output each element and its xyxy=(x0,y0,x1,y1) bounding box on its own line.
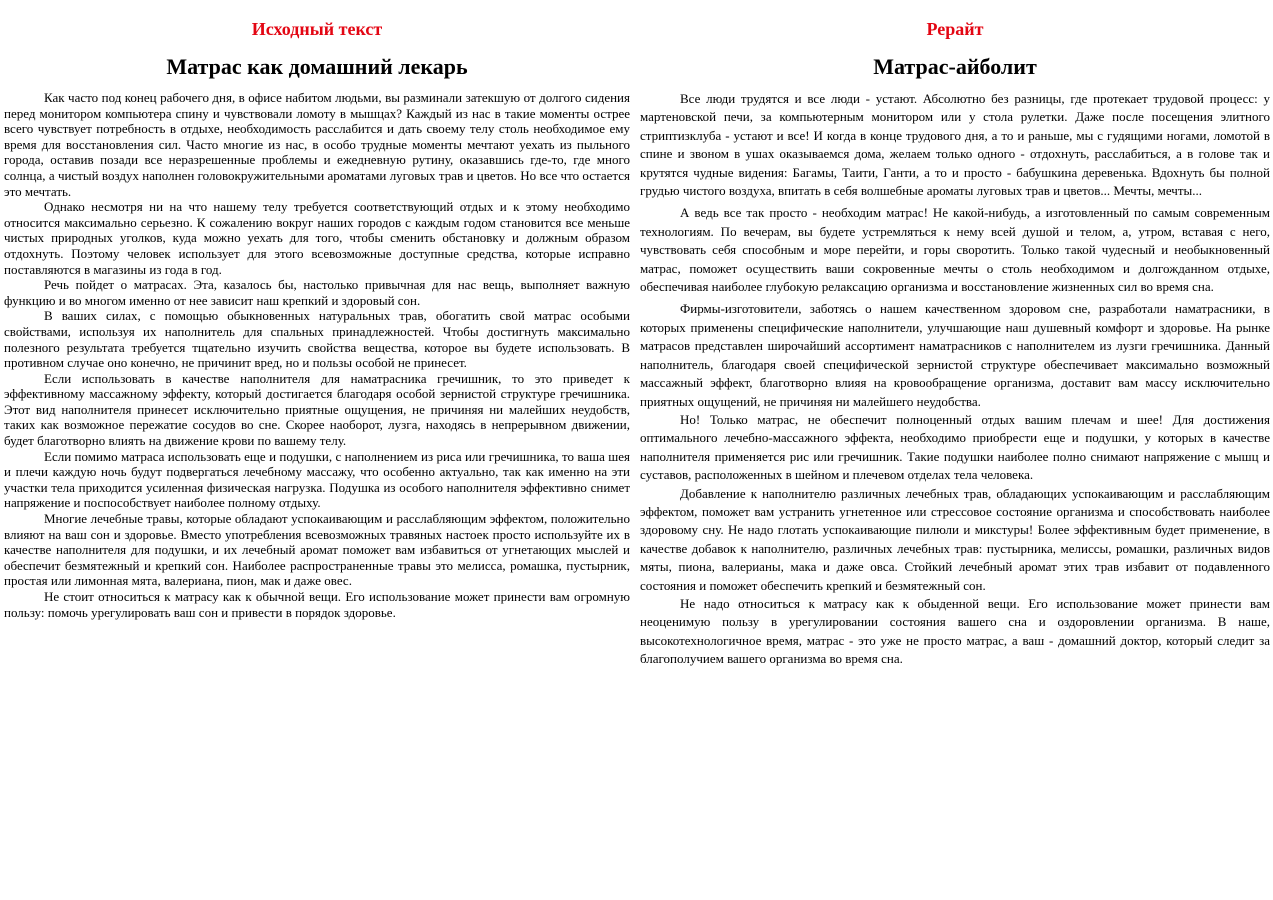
rewrite-paragraph: А ведь все так просто - необходим матрас! Не какой-нибудь, а изготовленный по самым современным технологиям. По вечерам, вы будете устремляться к нему всей душой и телом, а, утром, вставая с него, чувствовать себя способным и море перейти, и горы своротить. Только такой чудесный и необыкновенный матрас, поможет осуществить ваши сокровенные мечты о столь необходимом и долгожданном отдыхе, обеспечивая наиболее глубокую релаксацию организма и восстановление жизненных сил во время сна. xyxy=(640,205,1270,295)
original-paragraph: Речь пойдет о матрасах. Эта, казалось бы, настолько привычная для нас вещь, выполняет важную функцию и во многом именно от нее зависит наш крепкий и здоровый сон. xyxy=(4,277,630,308)
original-paragraph: Однако несмотря ни на что нашему телу требуется соответствующий отдых и к этому необходимо относится максимально серьезно. К сожалению вокруг наших городов с каждым годом становится все меньше чистых природных уголков, куда можно уехать для того, чтобы сменить обстановку и должным образом отдохнуть. Поэтому человек использует для этого всевозможные доступные средства, которые исправно поставляются в магазины из года в год. xyxy=(4,199,630,277)
original-paragraph: Не стоит относиться к матрасу как к обычной вещи. Его использование может принести вам огромную пользу: помочь урегулировать ваш сон и привести в порядок здоровье. xyxy=(4,589,630,620)
rewrite-label: Рерайт xyxy=(926,19,984,39)
original-body xyxy=(4,90,630,620)
rewrite-paragraph: Фирмы-изготовители, заботясь о нашем качественном здоровом сне, разработали наматрасники, в которых применены специфические наполнители, улучшающие наш душевный комфорт и здоровье. На рынке матрасов представлен широчайший ассортимент наматрасников с наполнителем из лузги гречишника. Данный наполнитель, благодаря своей специфической зернистой структуре обеспечивает максимально возможный массажный эффект, благотворно влияя на кровообращение организма, доставит вам массу исключительно приятных ощущений, не причиняя ни малейшего неудобства. xyxy=(640,301,1270,409)
original-text-column xyxy=(4,0,630,620)
rewrite-paragraph: Но! Только матрас, не обеспечит полноценный отдых вашим плечам и шее! Для достижения оптимального лечебно-массажного эффекта, необходимо приобрести еще и подушки, у которых в качестве наполнителя применяется рис или гречишник. Такие подушки наиболее полно снимают напряжение с мышц и суставов, расположенных в шейном и плечевом отделах тела человека. xyxy=(640,411,1270,483)
original-paragraph: Если использовать в качестве наполнителя для наматрасника гречишник, то это приведет к эффективному массажному эффекту, который достигается благодаря особой зернистой структуре гречишника. Этот вид наполнителя принесет исключительно приятные ощущения, не причиняя ни малейших неудобств, таких как возможное пережатие сосудов во сне. Скорее наоборот, лузга, находясь в непрерывном движении, будет благотворно влиять на движение крови по вашему телу. xyxy=(4,370,630,449)
original-label: Исходный текст xyxy=(251,19,383,39)
original-paragraph: Как часто под конец рабочего дня, в офисе набитом людьми, вы разминали затекшую от долгого сидения перед монитором компьютера спину и чувствовали ломоту в мышцах? Каждый из нас в такие моменты острее всего чувствует потребность в отдыхе, необходимость расслабится и дать своему телу столь необходимое ему время для восстановления сил. Часто многие из нас, в особо трудные моменты мечтают уехать из пыльного города, оставив позади все неразрешенные проблемы и ежедневную рутину, оказавшись где-то, где много солнца, а чистый воздух наполнен головокружительными ароматами луговых трав и цветов. Но все что остается это мечтать. xyxy=(4,90,630,199)
rewrite-paragraph: Все люди трудятся и все люди - устают. Абсолютно без разницы, где протекает трудовой процесс: у мартеновской печи, за компьютерным монитором или у стола рулетки. Даже после посещения элитного стриптизклуба - устают и все! И когда в конце трудового дня, а то и раньше, мы с гудящими ногами, ломотой в спине и звоном в ушах оказываемся дома, желаем только одного - отдохнуть, расслабиться, а в голове так и крутятся чудные видения: Багамы, Таити, Ганти, а то и просто - бабушкина деревенька. Вдохнуть бы полной грудью чистого воздуха, впитать в себя волшебные ароматы луговых трав и цветов... Мечты, мечты... xyxy=(640,91,1270,199)
rewrite-text-column xyxy=(640,0,1270,669)
rewrite-paragraph: Не надо относиться к матрасу как к обыденной вещи. Его использование может принести вам неоценимую пользу в урегулировании состояния вашего сна и оздоровлении организма. В наше, высокотехнологичное время, матрас - это уже не просто матрас, а ваш - домашний доктор, который следит за благополучием вашего организма во время сна. xyxy=(640,595,1270,667)
rewrite-title: Матрас-айболит xyxy=(873,54,1037,79)
original-paragraph: Многие лечебные травы, которые обладают успокаивающим и расслабляющим эффектом, положительно влияют на ваш сон и здоровье. Вместо употребления всевозможных травяных настоек просто используйте их в качестве наполнителя для подушки, и их лечебный аромат поможет вам избавиться от угнетающих мыслей и обеспечит безмятежный и крепкий сон. Наиболее распространенные травы это мелисса, ромашка, пустырник, простая или лимонная мята, валериана, пион, мак и даже овес. xyxy=(4,511,630,589)
original-title: Матрас как домашний лекарь xyxy=(166,54,468,79)
original-paragraph: В ваших силах, с помощью обыкновенных натуральных трав, обогатить свой матрас особыми свойствами, используя их наполнитель для спальных принадлежностей. Чтобы достигнуть максимально полезного результата требуется тщательно изучить свойства вещества, которое вы будете использовать. В противном случае оно конечно, не причинит вред, но и пользы особой не принесет. xyxy=(4,308,630,371)
rewrite-paragraph: Добавление к наполнителю различных лечебных трав, обладающих успокаивающим и расслабляющим эффектом, поможет вам устранить угнетенное или стрессовое состояние организма и способствовать наиболее здоровому сну. Не надо глотать успокаивающие пилюли и микстуры! Более эффективным будет применение, в качестве добавок к наполнителю, различных лечебных трав: пустырника, мелиссы, ромашки, различных видов мяты, пиона, валерианы, мака и даже овса. Стойкий лечебный аромат этих трав избавит от подавленного состояния и поможет обеспечить крепкий и безмятежный сон. xyxy=(640,485,1270,593)
original-paragraph: Если помимо матраса использовать еще и подушки, с наполнением из риса или гречишника, то ваша шея и плечи каждую ночь будут подвергаться лечебному массажу, что особенно актуально, так как именно на эти участки тела приходится усиленная физическая нагрузка. Подушка из особого наполнителя эффективно снимет напряжение и поспособствует наиболее полному отдыху. xyxy=(4,448,630,511)
rewrite-body xyxy=(640,90,1270,669)
